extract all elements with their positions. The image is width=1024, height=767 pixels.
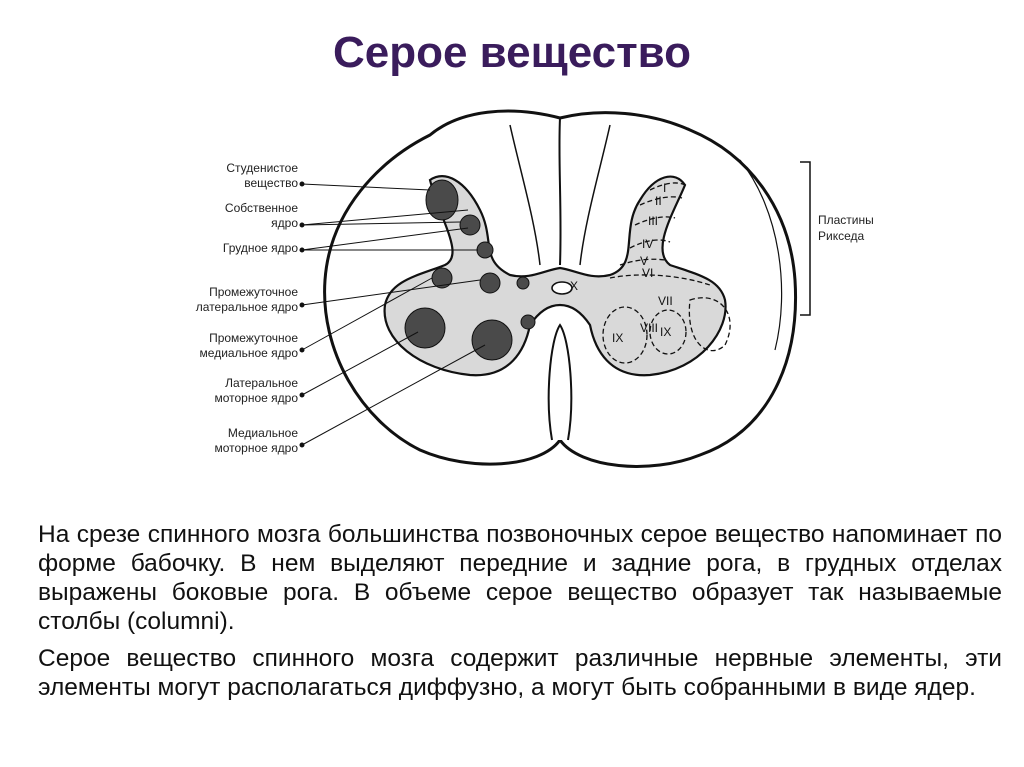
svg-text:медиальное ядро: медиальное ядро <box>199 346 298 360</box>
paragraph-2: Серое вещество спинного мозга содержит различные нервные элементы, эти элементы могут располагаться диффузно, а могут быть собранными в виде ядер. <box>38 645 1002 701</box>
thoracic-nucleus <box>477 242 493 258</box>
medial-motor-nucleus <box>472 320 512 360</box>
dorsal-septum <box>559 118 560 265</box>
svg-text:X: X <box>570 279 579 293</box>
svg-text:Промежуточное: Промежуточное <box>209 331 298 345</box>
svg-text:VIII: VIII <box>640 321 659 335</box>
small-nucleus <box>517 277 529 289</box>
lamina-I: I <box>663 181 667 195</box>
svg-text:Собственное: Собственное <box>224 201 298 215</box>
description-text <box>38 520 1002 710</box>
svg-text:IX: IX <box>660 325 672 339</box>
lateral-motor-nucleus <box>405 308 445 348</box>
svg-text:ядро: ядро <box>271 216 298 230</box>
svg-text:моторное ядро: моторное ядро <box>214 391 298 405</box>
paragraph-1: На срезе спинного мозга большинства позвоночных серое вещество напоминает по форме бабочку. В нем выделяют передние и задние рога, в грудных отделах выражены боковые рога. В объеме серое вещество образует так называемые столбы (columni). <box>38 521 1002 635</box>
proper-nucleus <box>460 215 480 235</box>
intermediomedial-nucleus <box>480 273 500 293</box>
central-canal <box>552 282 572 294</box>
svg-text:II: II <box>655 194 662 208</box>
svg-text:Медиальное: Медиальное <box>227 426 298 440</box>
spinal-cord-cross-section-diagram <box>180 100 900 480</box>
substantia-gelatinosa <box>426 180 458 220</box>
svg-text:вещество: вещество <box>244 176 298 190</box>
svg-text:Пластины: Пластины <box>818 213 874 227</box>
slide-title: Серое вещество <box>332 28 691 77</box>
svg-text:Рикседа: Рикседа <box>818 229 865 243</box>
svg-text:моторное ядро: моторное ядро <box>214 441 298 455</box>
svg-text:III: III <box>648 214 659 228</box>
svg-text:VI: VI <box>642 266 654 280</box>
svg-text:Грудное ядро: Грудное ядро <box>222 241 298 255</box>
svg-text:Латеральное: Латеральное <box>225 376 298 390</box>
svg-text:Студенистое: Студенистое <box>226 161 298 175</box>
svg-text:V: V <box>640 254 649 268</box>
svg-text:IX: IX <box>612 331 624 345</box>
svg-text:IV: IV <box>642 237 654 251</box>
svg-text:VII: VII <box>658 294 673 308</box>
svg-text:латеральное ядро: латеральное ядро <box>195 300 298 314</box>
svg-text:Промежуточное: Промежуточное <box>209 285 298 299</box>
